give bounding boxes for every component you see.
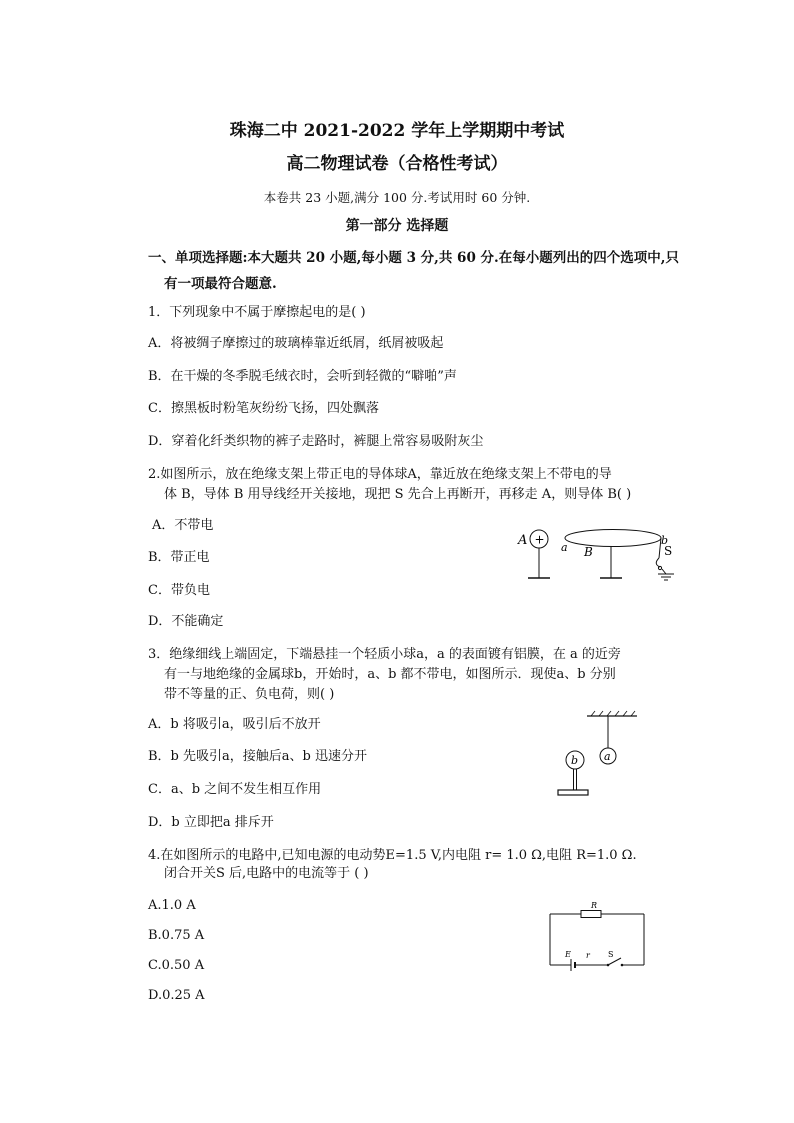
ceiling-hatch-1 — [591, 711, 595, 716]
exam-note: 本卷共 23 小题,满分 100 分.考试用时 60 分钟. — [263, 190, 531, 205]
q4-option-b: B.0.75 A — [148, 928, 205, 943]
q4-circuit — [545, 898, 649, 970]
fig2-label-b: b — [661, 534, 669, 547]
fig2-label-a: a — [561, 541, 568, 554]
fig2-label-A: A — [518, 533, 528, 548]
q3-stem-line1: 3．绝缘细线上端固定，下端悬挂一个轻质小球a，a 的表面镀有铝膜，在 a 的近旁 — [148, 647, 621, 662]
q2-option-b: B．带正电 — [148, 550, 210, 565]
q3-option-a: A．b 将吸引a，吸引后不放开 — [148, 717, 321, 732]
q1-option-c: C．擦黑板时粉笔灰纷纷飞扬，四处飘落 — [148, 401, 379, 416]
q4-option-a: A.1.0 A — [148, 898, 196, 913]
q2-option-d: D．不能确定 — [148, 614, 224, 629]
fig4-label-R: R — [591, 901, 598, 910]
resistor-R — [581, 911, 601, 918]
q3-stem-line2: 有一与地绝缘的金属球b，开始时，a、b 都不带电，如图所示．现使a、b 分别 — [164, 667, 616, 682]
part-heading: 第一部分 选择题 — [345, 218, 449, 234]
q1-option-a: A．将被绸子摩擦过的玻璃棒靠近纸屑，纸屑被吸起 — [148, 336, 444, 351]
fig2-label-B: B — [584, 545, 593, 559]
q3-option-b: B．b 先吸引a，接触后a、b 迅速分开 — [148, 749, 367, 764]
ceiling-hatch-4 — [615, 711, 619, 716]
q2-stem-line1: 2.如图所示，放在绝缘支架上带正电的导体球A，靠近放在绝缘支架上不带电的导 — [148, 467, 612, 482]
q2-figure — [510, 522, 680, 586]
ceiling-hatch-2 — [599, 711, 603, 716]
fig4-label-S: S — [608, 950, 614, 959]
ground-wire — [662, 569, 666, 574]
ceiling-hatch-3 — [607, 711, 611, 716]
ceiling-hatch-6 — [631, 711, 635, 716]
q3-option-c: C．a、b 之间不发生相互作用 — [148, 782, 322, 797]
fig4-label-E: E — [565, 950, 571, 959]
q3-figure — [555, 710, 645, 802]
q1-stem: 1．下列现象中不属于摩擦起电的是( ) — [148, 305, 366, 320]
exam-title: 珠海二中 2021-2022 学年上学期期中考试 — [229, 121, 565, 141]
fig2-label-S: S — [664, 544, 673, 558]
q3-stem-line3: 带不等量的正、负电荷，则( ) — [164, 687, 335, 702]
section-instruction-line1: 一、单项选择题:本大题共 20 小题,每小题 3 分,共 60 分.在每小题列出的四个选项中,只 — [148, 250, 679, 266]
section-instruction-line2: 有一项最符合题意. — [164, 276, 277, 292]
q3-option-d: D．b 立即把a 排斥开 — [148, 815, 274, 830]
q4-option-d: D.0.25 A — [148, 988, 205, 1003]
conductor-B — [565, 530, 661, 547]
switch-contact — [658, 566, 661, 569]
q4-option-c: C.0.50 A — [148, 958, 205, 973]
q4-stem-line2: 闭合开关S 后,电路中的电流等于 ( ) — [164, 866, 369, 881]
switch-S-blade — [608, 958, 621, 965]
q2-stem-line2: 体 B，导体 B 用导线经开关接地，现把 S 先合上再断开，再移走 A，则导体 B( ) — [164, 487, 632, 502]
stand-b-base — [558, 790, 588, 795]
fig2-plus-sign: + — [534, 532, 545, 547]
q1-option-b: B．在干燥的冬季脱毛绒衣时，会听到轻微的“噼啪”声 — [148, 369, 457, 384]
exam-subtitle: 高二物理试卷（合格性考试） — [286, 154, 508, 174]
ceiling-hatch-5 — [623, 711, 627, 716]
q2-option-a: A．不带电 — [152, 518, 214, 533]
fig3-label-a: a — [604, 750, 611, 763]
fig4-label-r: r — [586, 951, 590, 960]
q4-stem-line1: 4.在如图所示的电路中,已知电源的电动势E=1.5 V,内电阻 r= 1.0 Ω,电阻 R=1.0 Ω. — [148, 848, 637, 863]
switch-S — [656, 558, 660, 567]
q2-option-c: C．带负电 — [148, 583, 210, 598]
wire-b — [659, 538, 661, 558]
fig3-label-b: b — [571, 754, 579, 767]
q1-option-d: D．穿着化纤类织物的裤子走路时，裤腿上常容易吸附灰尘 — [148, 434, 484, 449]
